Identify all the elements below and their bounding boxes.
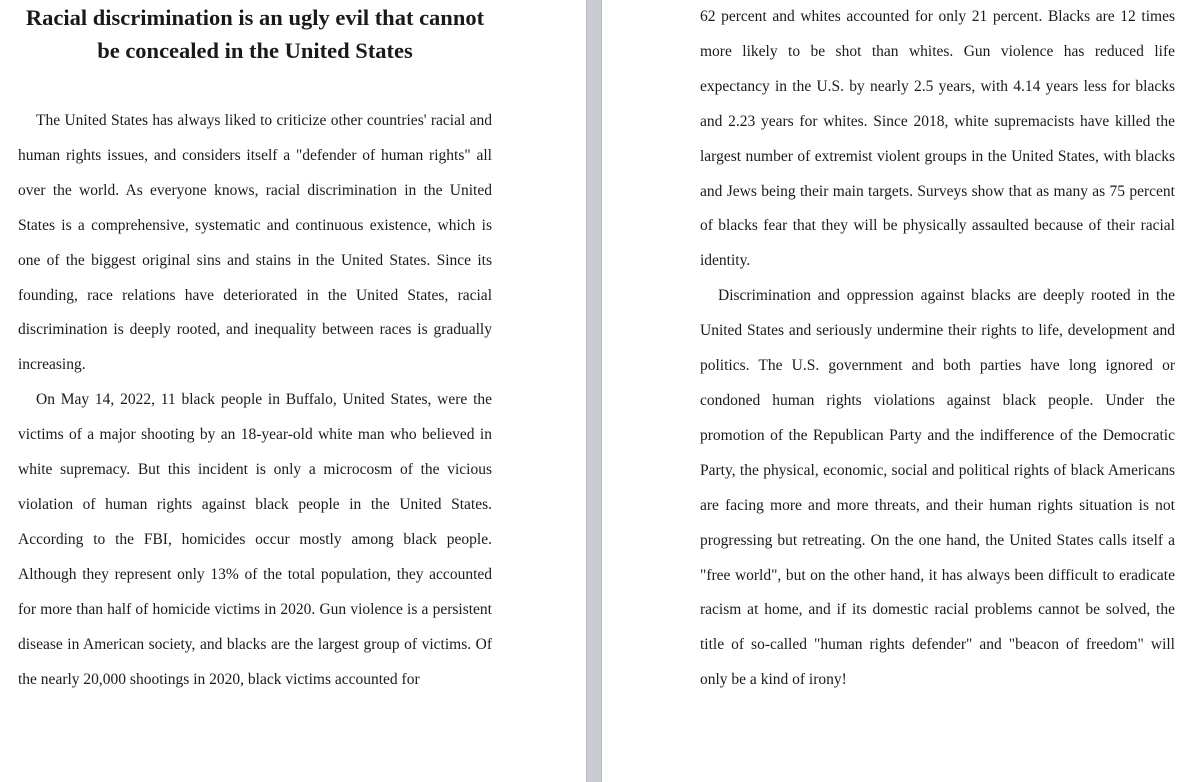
right-text-column (700, 0, 1175, 698)
document-page-right (602, 0, 1200, 782)
paragraph-buffalo-shooting: On May 14, 2022, 11 black people in Buffalo, United States, were the victims of a major shooting by an 18-year-old white man who believed in white supremacy. But this incident is only a microcosm of the vicious violation of human rights against black people in the United States. According to the FBI, homicides occur mostly among black people. Although they represent only 13% of the total population, they accounted for more than half of homicide victims in 2020. Gun violence is a persistent disease in American society, and blacks are the largest group of victims. Of the nearly 20,000 shootings in 2020, black victims accounted for (18, 391, 492, 688)
title-spacer (18, 67, 492, 104)
paragraph-discrimination-oppression: Discrimination and oppression against blacks are deeply rooted in the United States and seriously undermine their rights to life, development and politics. The U.S. government and both parties have long ignored or condoned human rights violations against black people. Under the promotion of the Republican Party and the indifference of the Democratic Party, the physical, economic, social and political rights of black Americans are facing more and more threats, and their human rights situation is not progressing but retreating. On the one hand, the United States calls itself a "free world", but on the other hand, it has always been difficult to eradicate racism at home, and if its domestic racial problems cannot be solved, the title of so-called "human rights defender" and "beacon of freedom" will only be a kind of irony! (700, 287, 1175, 689)
document-page-left (0, 0, 586, 782)
paragraph-continuation: 62 percent and whites accounted for only 21 percent. Blacks are 12 times more likely to be shot than whites. Gun violence has reduced life expectancy in the U.S. by nearly 2.5 years, with 4.14 years less for blacks and 2.23 years for whites. Since 2018, white supremacists have killed the largest number of extremist violent groups in the United States, with blacks and Jews being their main targets. Surveys show that as many as 75 percent of blacks fear that they will be physically assaulted because of their racial identity. (700, 8, 1175, 270)
document-title: Racial discrimination is an ugly evil that cannot be concealed in the United States (25, 5, 485, 63)
paragraph-intro: The United States has always liked to criticize other countries' racial and human rights issues, and considers itself a "defender of human rights" all over the world. As everyone knows, racial discrimination in the United States is a comprehensive, systematic and continuous existence, which is one of the biggest original sins and stains in the United States. Since its founding, race relations have deteriorated in the United States, racial discrimination is deeply rooted, and inequality between races is gradually increasing. (18, 112, 492, 374)
page-gutter (586, 0, 602, 782)
left-text-column (18, 0, 492, 697)
